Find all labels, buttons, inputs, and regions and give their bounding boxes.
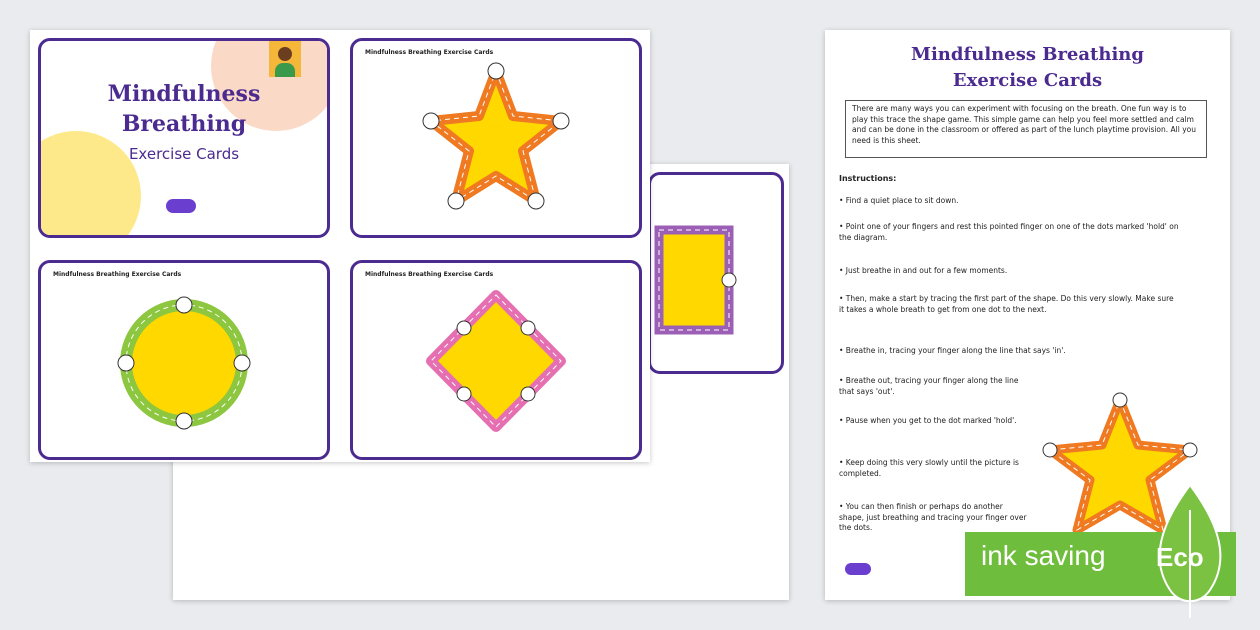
title-card-line2: Breathing [121,111,247,137]
card-label: Mindfulness Breathing Exercise Cards [53,271,182,278]
card-label: Mindfulness Breathing Exercise Cards [365,49,494,56]
step-7: • Pause when you get to the dot marked 'hold'. [839,416,1017,425]
circle-diagram [41,263,327,457]
intro-text: There are many ways you can experiment with focusing on the breath. One fun way is to play this trace the shape game. This simple game can help you feel more settled and calm and can be done in the classroom or offered as part of the lunch playtime provision. All you need is this sheet. [845,100,1207,158]
star-diagram [353,41,639,235]
doc-title-line2: Exercise Cards [952,70,1103,91]
doc-title-line1: Mindfulness Breathing [911,44,1144,65]
step-6: • Breathe out, tracing your finger along the line that says 'out'. [839,376,1019,396]
step-4: • Then, make a start by tracing the first part of the shape. Do this very slowly. Make sure it takes a whole breath to get from one dot to the next. [839,294,1174,314]
step-8: • Keep doing this very slowly until the picture is completed. [839,458,1019,478]
step-2: • Point one of your fingers and rest this pointed finger on one of the dots marked 'hold' on the diagram. [839,222,1179,242]
twinkl-logo [166,199,196,213]
title-card-line1: Mindfulness [107,81,261,107]
step-5: • Breathe in, tracing your finger along the line that says 'in'. [839,346,1066,355]
step-1: • Find a quiet place to sit down. [839,196,959,205]
avatar-icon [269,41,301,77]
card-label: Mindfulness Breathing Exercise Cards [365,271,494,278]
twinkl-logo [845,563,871,575]
diamond-card [350,260,642,460]
star-card [350,38,642,238]
badge-text: ink saving [981,540,1106,571]
eco-text: Eco [1156,542,1204,572]
instructions-heading: Instructions: [839,174,897,183]
title-card-line3: Exercise Cards [128,145,240,163]
circle-card [38,260,330,460]
square-card [648,172,784,374]
title-card [38,38,330,238]
step-3: • Just breathe in and out for a few moments. [839,266,1008,275]
diamond-diagram [353,263,639,457]
front-sheet [30,30,650,462]
step-9: • You can then finish or perhaps do another shape, just breathing and tracing your finger over the dots. [839,502,1027,532]
square-diagram [651,175,781,371]
